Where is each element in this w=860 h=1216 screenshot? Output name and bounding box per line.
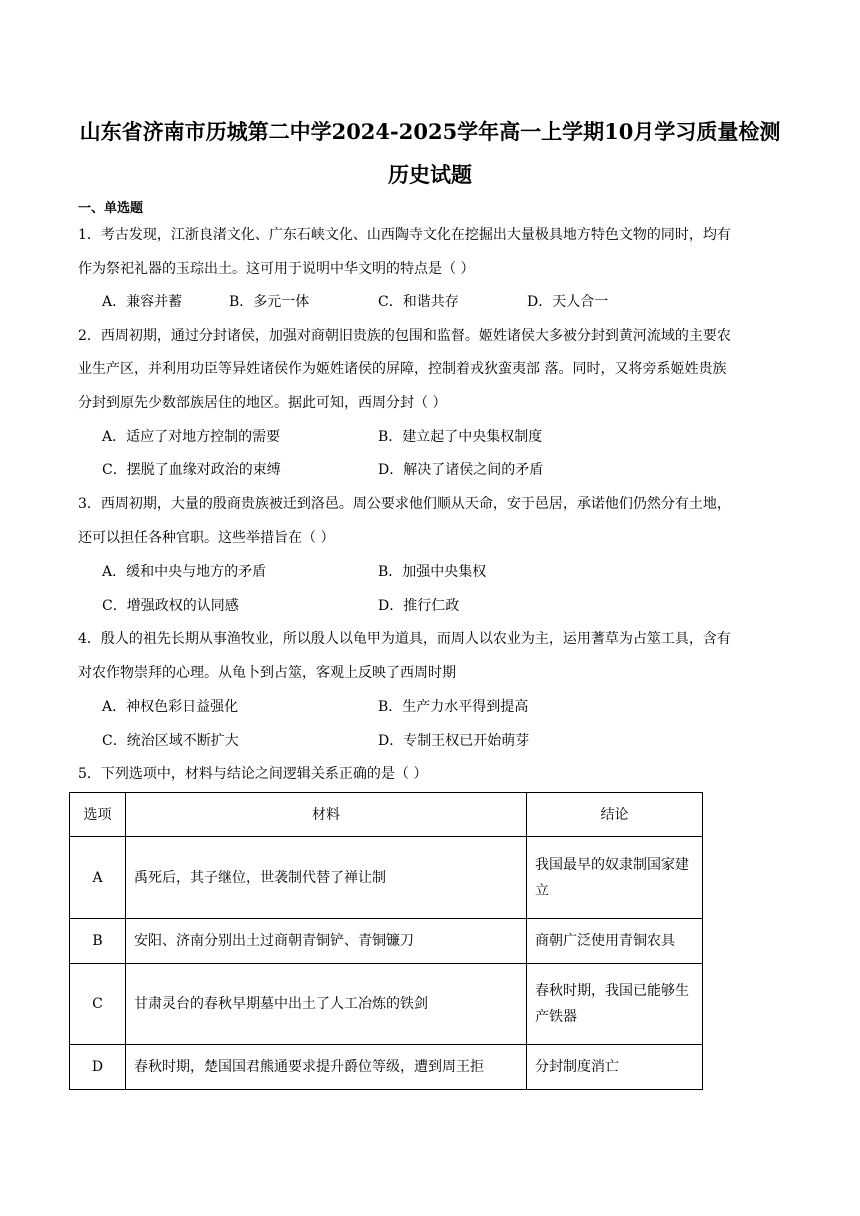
question-4-text-line-2: 对农作物崇拜的心理。从龟卜到占筮，客观上反映了西周时期 [78, 665, 456, 681]
table-cell-option: A [70, 837, 126, 919]
table-cell-material: 安阳、济南分别出土过商朝青铜铲、青铜镰刀 [126, 919, 527, 964]
question-1-option-b: B．多元一体 [229, 294, 310, 310]
question-5-text-line-1: 5．下列选项中，材料与结论之间逻辑关系正确的是（ ） [78, 766, 428, 782]
question-2-option-a: A．适应了对地方控制的需要 [102, 429, 281, 445]
question-1-option-d: D．天人合一 [527, 294, 609, 310]
question-4-option-a: A．神权色彩日益强化 [102, 699, 239, 715]
question-2-text-line-2: 业生产区，并利用功臣等异姓诸侯作为姬姓诸侯的屏障，控制着戎狄蛮夷部 落。同时，又将旁系姬姓贵族 [78, 361, 727, 377]
table-row [70, 919, 703, 964]
question-2-option-c: C．摆脱了血缘对政治的束缚 [102, 462, 281, 478]
question-3-option-c: C．增强政权的认同感 [102, 598, 239, 614]
question-4-text-line-1: 4．殷人的祖先长期从事渔牧业，所以殷人以龟甲为道具，而周人以农业为主，运用蓍草为占筮工具，含有 [78, 631, 731, 647]
question-5-table [69, 792, 703, 1090]
table-cell-material: 甘肃灵台的春秋早期墓中出土了人工冶炼的铁剑 [126, 964, 527, 1045]
question-1-text-line-2: 作为祭祀礼器的玉琮出土。这可用于说明中华文明的特点是（ ） [78, 261, 475, 277]
question-4-option-d: D．专制王权已开始萌芽 [378, 733, 530, 749]
question-3-option-d: D．推行仁政 [378, 598, 460, 614]
table-cell-option: B [70, 919, 126, 964]
table-cell-conclusion: 春秋时期，我国已能够生产铁器 [527, 964, 703, 1045]
table-header-material: 材料 [126, 793, 527, 837]
table-cell-conclusion: 商朝广泛使用青铜农具 [527, 919, 703, 964]
question-3-text-line-1: 3．西周初期，大量的殷商贵族被迁到洛邑。周公要求他们顺从天命，安于邑居，承诺他们仍然分有土地， [78, 496, 731, 512]
table-row [70, 837, 703, 919]
table-cell-option: C [70, 964, 126, 1045]
section-heading: 一、单选题 [78, 201, 144, 216]
table-cell-option: D [70, 1045, 126, 1090]
table-cell-conclusion: 分封制度消亡 [527, 1045, 703, 1090]
table-row [70, 964, 703, 1045]
table-header-conclusion: 结论 [527, 793, 703, 837]
table-header-option: 选项 [70, 793, 126, 837]
question-3-option-b: B．加强中央集权 [378, 564, 487, 580]
question-2-option-b: B．建立起了中央集权制度 [378, 429, 543, 445]
question-2-text-line-3: 分封到原先少数部族居住的地区。据此可知，西周分封（ ） [78, 395, 447, 411]
question-1-option-c: C．和谐共存 [378, 294, 459, 310]
question-3-text-line-2: 还可以担任各种官职。这些举措旨在（ ） [78, 530, 335, 546]
page-subtitle: 历史试题 [388, 162, 472, 187]
question-1-text-line-1: 1．考古发现，江浙良渚文化、广东石峡文化、山西陶寺文化在挖掘出大量极具地方特色文物的同时，均有 [78, 227, 731, 243]
table-cell-material: 春秋时期，楚国国君熊通要求提升爵位等级，遭到周王拒 [126, 1045, 527, 1090]
question-3-option-a: A．缓和中央与地方的矛盾 [102, 564, 267, 580]
table-header-row [70, 793, 703, 837]
question-2-text-line-1: 2．西周初期，通过分封诸侯，加强对商朝旧贵族的包围和监督。姬姓诸侯大多被分封到黄河流域的主要农 [78, 328, 731, 344]
table-cell-conclusion: 我国最早的奴隶制国家建立 [527, 837, 703, 919]
question-4-option-b: B．生产力水平得到提高 [378, 699, 529, 715]
page-title: 山东省济南市历城第二中学2024-2025学年高一上学期10月学习质量检测 [79, 119, 781, 144]
question-1-option-a: A．兼容并蓄 [102, 294, 183, 310]
table-cell-material: 禹死后，其子继位，世袭制代替了禅让制 [126, 837, 527, 919]
question-4-option-c: C．统治区域不断扩大 [102, 733, 239, 749]
question-2-option-d: D．解决了诸侯之间的矛盾 [378, 462, 544, 478]
table-row [70, 1045, 703, 1090]
